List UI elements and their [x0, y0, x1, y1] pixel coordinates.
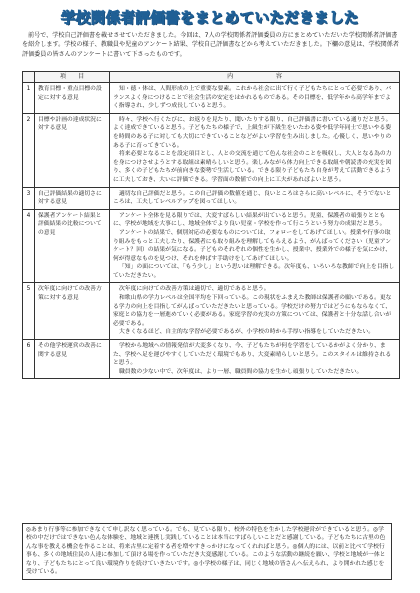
row-item: 自己評価結果の適切さに対する意見 — [35, 187, 110, 209]
row-content — [110, 209, 400, 283]
row-number: 6 — [23, 340, 35, 379]
content-paragraph: 適切な自己評価だと思う。この自己評価の数値を通じ、良いところはさらに高いレベルに、そうでないところは、工夫してレベルアップを図ってほしい。 — [113, 190, 392, 206]
row-number: 2 — [23, 113, 35, 187]
content-paragraph: 時々、学校へ行くたびに、お返りを見たり、聞いたりする限り、自己評価書に書いている通りだと思う。よく達成できていると思う。子どもたちの様子で、上級生が下級生をいたわる姿や低学年同士で思いやる姿を時間のある子に対しても大切にできていることなどがよい学習を生み出しました。心優しく、思いやりのある子に育ってきている。 — [113, 116, 392, 149]
content-paragraph: 学校から地域への情報発信が大変多くなり、今、子どもたちが何を学習をしているかがよく分かり、また、学校へ足を運びやすくしていただく環境でもあり、大変素晴らしいと思う。このスタイルは維持されると思う。 — [113, 343, 392, 367]
table-row — [23, 113, 400, 187]
row-content — [110, 187, 400, 209]
table-row — [23, 283, 400, 340]
content-paragraph: 次年度に向けての改善方策は適切で、適切であると思う。 — [119, 286, 270, 293]
table-row — [23, 83, 400, 114]
content-paragraph: 和歌山県の学力レベルは全国平均を下回っている。この現状をふまえた教師は保護者の願いである。更なる学力の向上を目指してがんばっていただきたいと思っている。学校だけの努力ではどうにもならなくて、家庭との協力を一層進めていく必要がある。家庭学習の充実の方策については、保護者と十分な話し合いが必要である。 — [113, 295, 392, 327]
evaluation-table — [22, 71, 400, 379]
row-item: 次年度に向けての改善方策に対する意見 — [35, 283, 110, 340]
row-content — [110, 340, 400, 379]
row-number: 4 — [23, 209, 35, 283]
row-item: 保護者アンケート結果と評価結果の比較についての意見 — [35, 209, 110, 283]
content-paragraph: 知・徳・体は、人間形成の上で重要な要素。これから社会に出て行く子どもたちにとって必要であり、バランスよく身につけることで社会生活の安定をはかれるものである。その目標を、低学年から高学年までよく指導され、少しずつ成長していると思う。 — [113, 86, 392, 110]
header-number — [23, 72, 35, 83]
content-paragraph: アンケート全体を見る限りでは、大変すばらしい結果が出ていると思う。児童、保護者の頑張りとともに、学校が地域を大事にし、地域全体でより良い児童・学校を作って行こうという努力の成果だと思う。 — [113, 212, 386, 228]
table-row — [23, 340, 400, 379]
row-content — [110, 283, 400, 340]
table-body — [23, 83, 400, 379]
header-item: 項 目 — [35, 72, 110, 83]
content-paragraph: アンケートの結果で、個別対応の必要なものについては、フォローをしてあげてほしい。授業や行事の取り組みをもっと工夫したり、保護者にも取り組みを理解してもらえるよう、がんばってください（児童アンケート？回）の結果が気になる。子どものそれぞれの個性を生かし、授業中、授業外での様子を気にかけ、何が得意なものを見つけ、それを伸ばす手助けをしてあげてほしい。 — [113, 229, 392, 262]
row-number: 5 — [23, 283, 35, 340]
content-paragraph: 将来必要となることを設定項目とし、人との交流を通じて色んな社会のことを吸収し、大人となる為の力を身につけさせようとする取組は素晴らしいと思う。楽しみながら体力向上できる取組や朝読書の充実を図り、多くの子どもたちが前向きな姿勢で生活している。できる限り子どもたち自身が考えて活動できるように工夫しておき、大いに評価できる。学習面の数値での向上に工夫があればよいと思う。 — [113, 151, 392, 183]
comments-text: ◎あまり行事等に参加できなくて申し訳なく思っている。でも、見ている限り、校外の特色を生かした学校運営ができていると思う。◎学校の中だけではできない色んな体験を、地域と連携し実践していることは本当にすばらしいことだと感謝している。子どもたちに古里の色んな事を教える機会を作ることは、将来古里に定着する者を増やすきっかけになってくれればと思う。◎個人的には、以前と比べて学校行事も、多くの地域住民の人達に参加して頂ける場を作っていただき大変感謝している。このような活動の継続を願い、学校と地域が一体となり、子どもたちにとって良い環境作りを続けていきたいです。◎小学校の様子は、同じく地域の皆さんへ伝えられ、より開かれた感じを受けている。 — [26, 527, 386, 576]
table-row — [23, 187, 400, 209]
row-item: 教育目標・重点目標の設定に対する意見 — [35, 83, 110, 114]
row-number: 1 — [23, 83, 35, 114]
row-content — [110, 83, 400, 114]
row-content — [110, 113, 400, 187]
intro-paragraph: 前号で、学校自己評価書を載せさせていただきました。今回は、7人の学校関係者評価委員の方にまとめていただいた学校関係者評価書を紹介します。学校の様子、教職員や児童のアンケート結果、学校自己評価書などから考えていただきました。下欄の意見は、学校関係者評価委員の皆さんのアンケートに書いて下さったものです。 — [22, 32, 399, 58]
row-item: その他学校運営の改善に関する意見 — [35, 340, 110, 379]
header-content: 内 容 — [110, 72, 400, 83]
row-item: 目標や計画の達成状況に対する意見 — [35, 113, 110, 187]
table-row — [23, 209, 400, 283]
row-number: 3 — [23, 187, 35, 209]
page-title: 学校関係者評価書をまとめていただきました — [61, 11, 359, 27]
content-paragraph: 職員数の少ない中で、次年度は、より一層、職員間の協力を生かし頑張りしていただきたい。 — [119, 368, 363, 375]
content-paragraph: 大きくなるほど、自主的な学習が必要であるが、小学校の時から手厚い指導をしていただきたい。 — [119, 329, 375, 336]
content-paragraph: 「知」の面については、「もう少し」という思いは理解できる。次年度も、いろいろな教師で向上を目指していただきたい。 — [113, 264, 395, 279]
table-header-row — [23, 72, 400, 83]
comments-box — [22, 523, 392, 580]
